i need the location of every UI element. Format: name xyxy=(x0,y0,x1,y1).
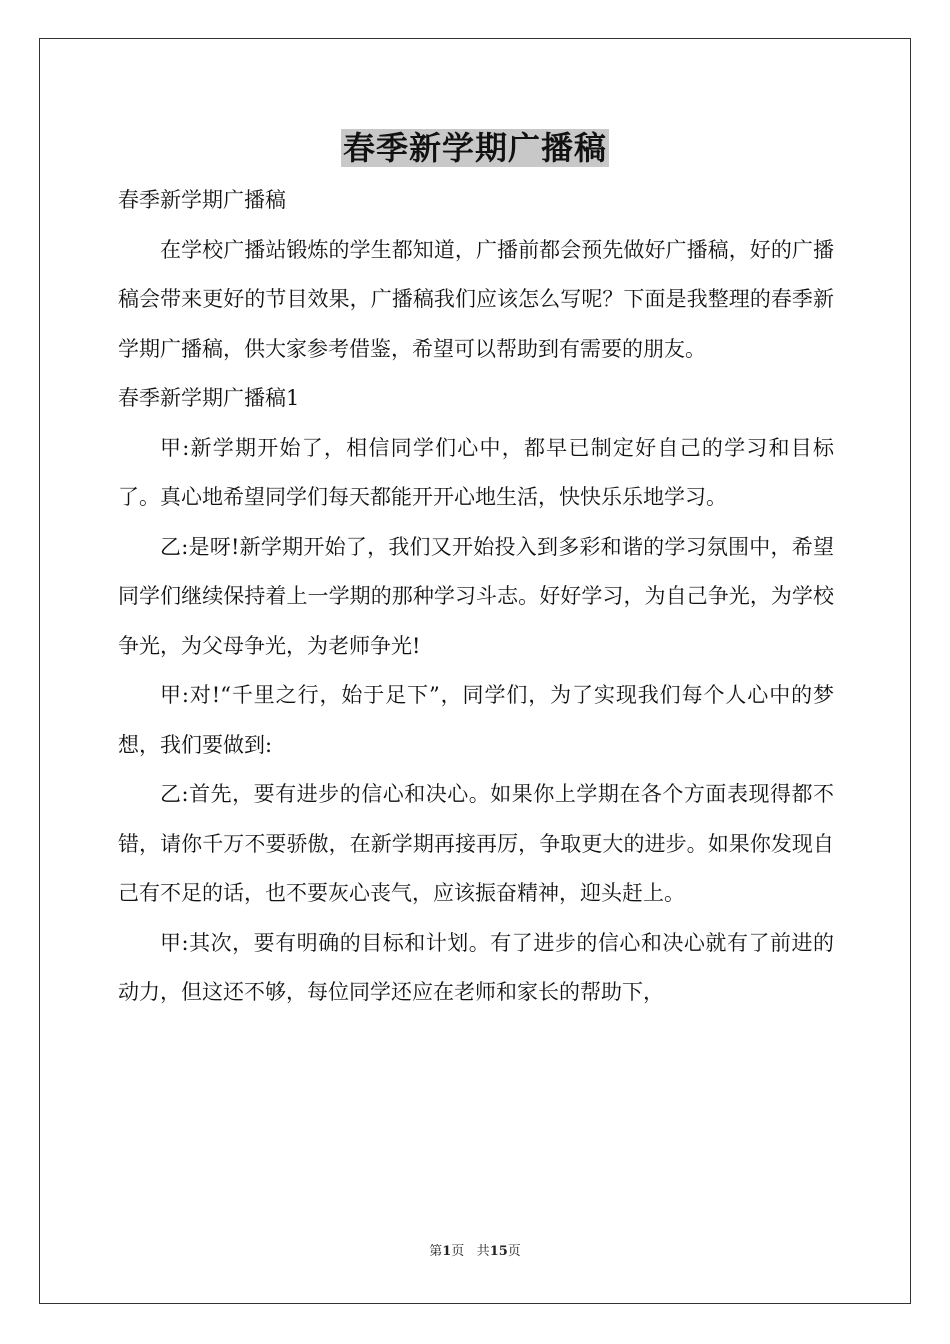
total-suffix: 页 xyxy=(507,1244,521,1259)
page-prefix: 第 xyxy=(429,1244,443,1259)
page-footer xyxy=(0,1243,950,1261)
document-body xyxy=(118,176,834,1018)
document-title-text: 春季新学期广播稿 xyxy=(342,129,607,167)
body-paragraph: 甲:对!“千里之行，始于足下”，同学们，为了实现我们每个人心中的梦想，我们要做到: xyxy=(118,683,834,757)
section-heading: 春季新学期广播稿 xyxy=(118,188,286,212)
total-pages: 15 xyxy=(489,1244,508,1259)
page-suffix: 页 xyxy=(451,1244,465,1259)
total-prefix: 共 xyxy=(476,1244,490,1259)
body-paragraph: 甲:其次，要有明确的目标和计划。有了进步的信心和决心就有了前进的动力，但这还不够，每位同学还应在老师和家长的帮助下， xyxy=(118,930,834,1004)
page-number: 1 xyxy=(442,1244,452,1259)
document-title xyxy=(0,124,950,172)
section-heading: 春季新学期广播稿1 xyxy=(118,386,300,410)
intro-paragraph: 在学校广播站锻炼的学生都知道，广播前都会预先做好广播稿，好的广播稿会带来更好的节目效果，广播稿我们应该怎么写呢？下面是我整理的春季新学期广播稿，供大家参考借鉴，希望可以帮助到有需要的朋友。 xyxy=(118,237,834,361)
body-paragraph: 乙:是呀!新学期开始了，我们又开始投入到多彩和谐的学习氛围中，希望同学们继续保持着上一学期的那种学习斗志。好好学习，为自己争光，为学校争光，为父母争光，为老师争光! xyxy=(118,534,834,658)
body-paragraph: 甲:新学期开始了，相信同学们心中，都早已制定好自己的学习和目标了。真心地希望同学们每天都能开开心地生活，快快乐乐地学习。 xyxy=(118,435,834,509)
body-paragraph: 乙:首先，要有进步的信心和决心。如果你上学期在各个方面表现得都不错，请你千万不要骄傲，在新学期再接再厉，争取更大的进步。如果你发现自己有不足的话，也不要灰心丧气，应该振奋精神，迎头赶上。 xyxy=(118,782,834,905)
